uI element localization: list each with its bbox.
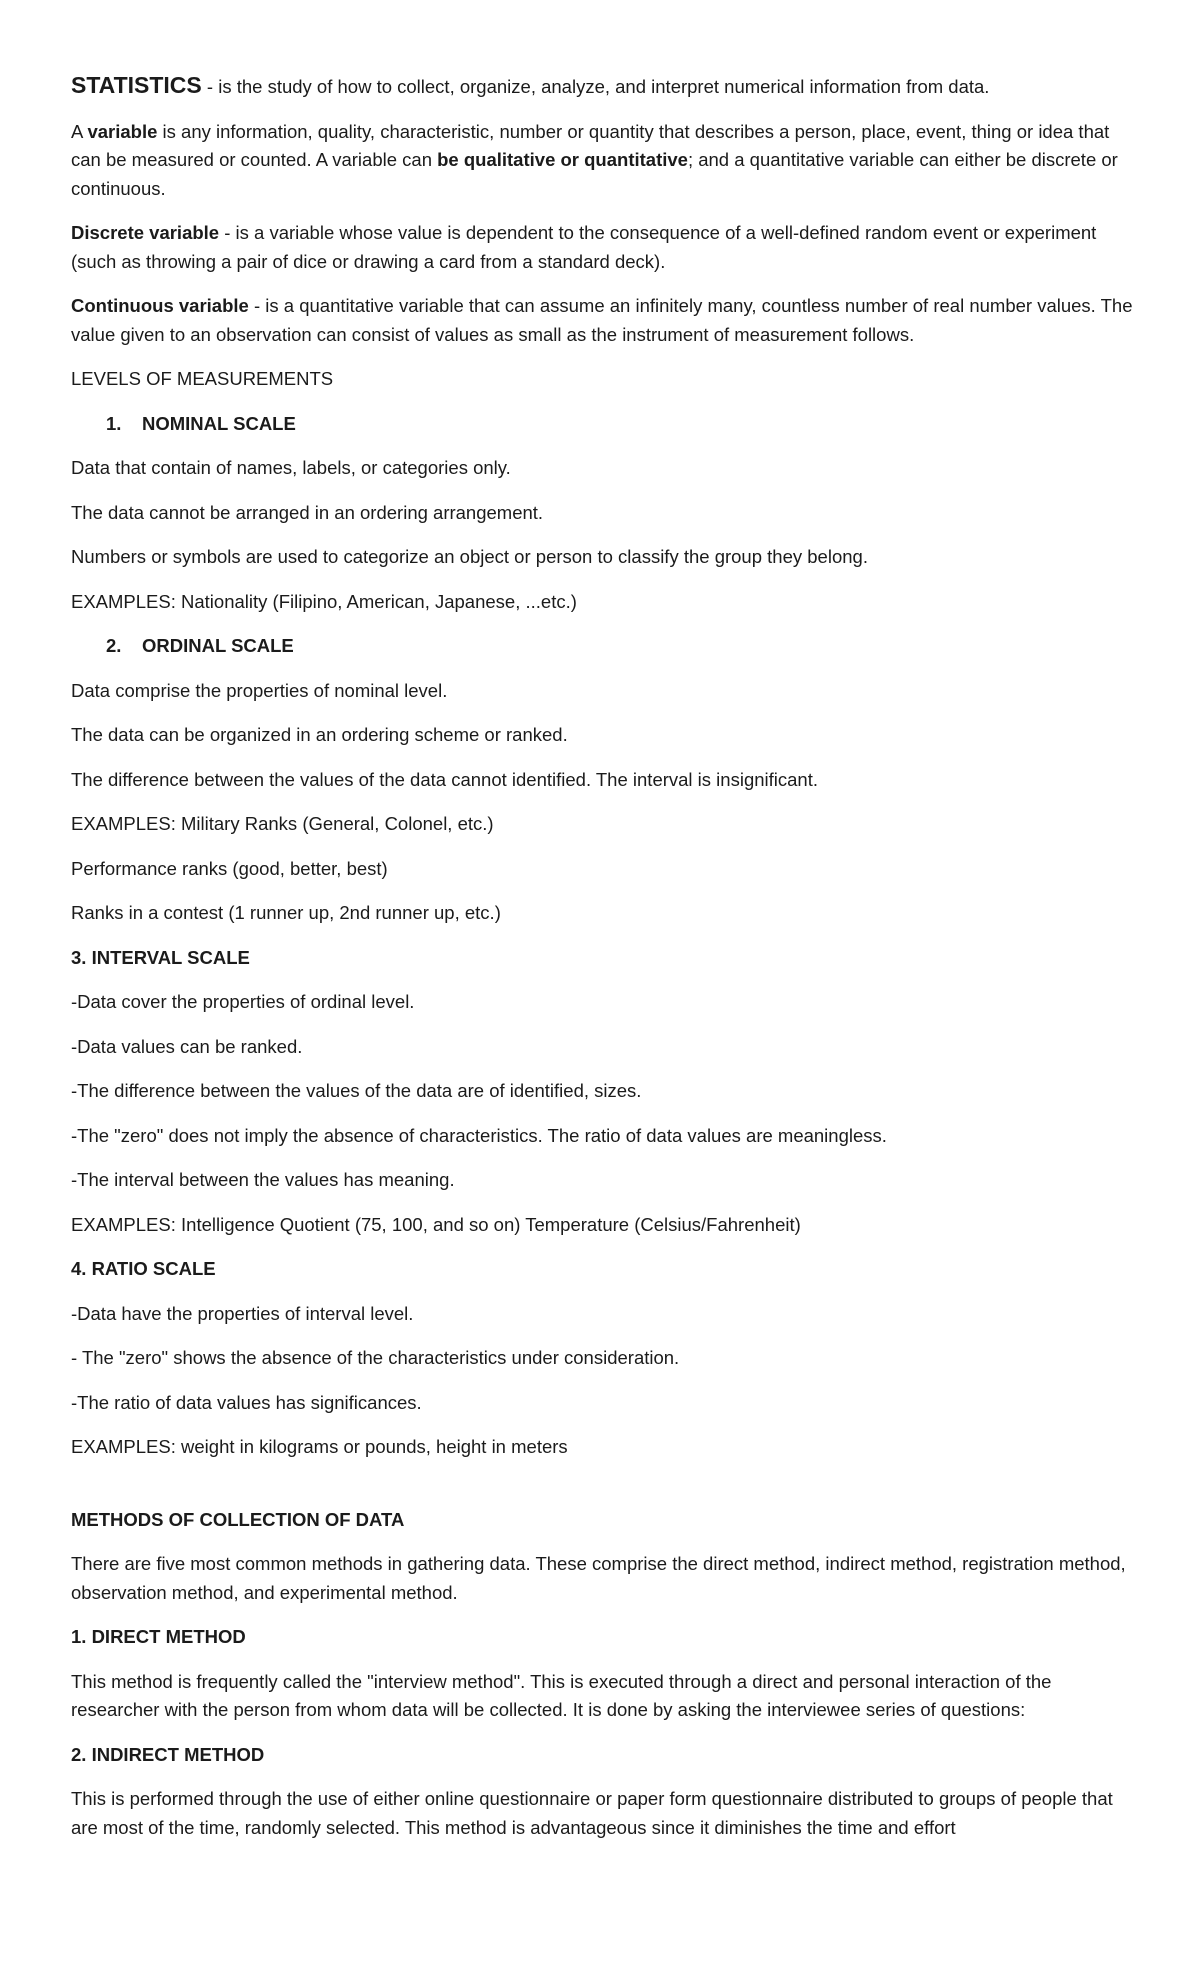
nominal-title: NOMINAL SCALE — [142, 412, 296, 434]
direct-method-text: This method is frequently called the "interview method". This is executed through a direct and personal interaction of the researcher with the person from whom data will be collected. It is done by asking the interviewee series of questions: — [71, 1670, 1052, 1720]
nominal-examples: EXAMPLES: Nationality (Filipino, American, Japanese, ...etc.) — [71, 590, 577, 612]
ordinal-line: Performance ranks (good, better, best) — [71, 857, 388, 879]
discrete-def-text: - is a variable whose value is dependent to the consequence of a well-defined random event or experiment (such as throwing a pair of dice or drawing a card from a standard deck). — [71, 222, 1097, 272]
ordinal-scale-heading — [71, 632, 1141, 661]
methods-intro: There are five most common methods in gathering data. These comprise the direct method, indirect method, registration method, observation method, and experimental method. — [71, 1553, 1126, 1603]
ratio-examples: EXAMPLES: weight in kilograms or pounds, height in meters — [71, 1436, 568, 1457]
nominal-line: Numbers or symbols are used to categorize an object or person to classify the group they belong. — [71, 546, 868, 567]
interval-scale-heading: 3. INTERVAL SCALE — [71, 946, 250, 968]
continuous-variable-definition — [71, 292, 1141, 349]
nominal-line: The data cannot be arranged in an ordering arrangement. — [71, 501, 544, 523]
ordinal-examples: EXAMPLES: Military Ranks (General, Colonel, etc.) — [71, 813, 494, 834]
interval-line: -The difference between the values of the data are of identified, sizes. — [71, 1080, 642, 1101]
direct-method-heading: 1. DIRECT METHOD — [71, 1626, 246, 1647]
statistics-def-text: - is the study of how to collect, organize, analyze, and interpret numerical information from data. — [201, 76, 990, 97]
ratio-scale-heading: 4. RATIO SCALE — [71, 1258, 216, 1279]
indirect-method-heading: 2. INDIRECT METHOD — [71, 1743, 265, 1765]
statistics-term: STATISTICS — [71, 72, 202, 98]
variable-pre-text: A — [71, 120, 88, 142]
nominal-scale-heading — [71, 410, 1141, 439]
variable-term: variable — [87, 120, 158, 142]
indirect-method-text: This is performed through the use of either online questionnaire or paper form questionnaire distributed to groups of people that are most of the time, randomly selected. This method is advantageous since it diminishes the time and effort — [71, 1788, 1113, 1838]
continuous-term: Continuous variable — [71, 295, 249, 316]
interval-line: -The "zero" does not imply the absence of characteristics. The ratio of data values are meaningless. — [71, 1124, 887, 1146]
ordinal-number: 2. — [106, 635, 122, 656]
discrete-term: Discrete variable — [71, 222, 220, 243]
interval-line: -The interval between the values has meaning. — [71, 1169, 455, 1190]
variable-bold-text: be qualitative or quantitative — [437, 149, 688, 170]
statistics-definition — [71, 71, 1141, 102]
document-content — [71, 71, 1141, 1858]
levels-heading: LEVELS OF MEASUREMENTS — [71, 368, 334, 389]
interval-line: -Data values can be ranked. — [71, 1035, 303, 1057]
ratio-line: -The ratio of data values has significances. — [71, 1391, 422, 1413]
ordinal-line: Data comprise the properties of nominal level. — [71, 679, 448, 701]
ordinal-line: Ranks in a contest (1 runner up, 2nd runner up, etc.) — [71, 902, 501, 923]
ratio-line: - The "zero" shows the absence of the characteristics under consideration. — [71, 1347, 680, 1368]
ordinal-title: ORDINAL SCALE — [142, 635, 294, 656]
ordinal-line: The data can be organized in an ordering scheme or ranked. — [71, 724, 568, 745]
nominal-line: Data that contain of names, labels, or categories only. — [71, 457, 511, 478]
variable-mid-text: is any information, quality, characteristic, number or quantity that describes a person, place, event, thing or idea that can be measured or counted. A variable can — [71, 120, 1110, 170]
continuous-def-text: - is a quantitative variable that can assume an infinitely many, countless number of real number values. The value given to an observation can consist of values as small as the instrument of measurement follows. — [71, 295, 1133, 345]
variable-post-text: ; and a quantitative variable can either be discrete or continuous. — [71, 149, 1118, 199]
interval-line: -Data cover the properties of ordinal level. — [71, 991, 415, 1012]
section-spacer — [71, 1478, 1141, 1506]
methods-heading: METHODS OF COLLECTION OF DATA — [71, 1508, 405, 1530]
ratio-line: -Data have the properties of interval level. — [71, 1302, 414, 1324]
interval-examples: EXAMPLES: Intelligence Quotient (75, 100, and so on) Temperature (Celsius/Fahrenheit) — [71, 1213, 801, 1235]
ordinal-line: The difference between the values of the data cannot identified. The interval is insignificant. — [71, 768, 818, 790]
variable-definition — [71, 118, 1141, 204]
discrete-variable-definition — [71, 219, 1141, 276]
nominal-number: 1. — [106, 412, 122, 434]
